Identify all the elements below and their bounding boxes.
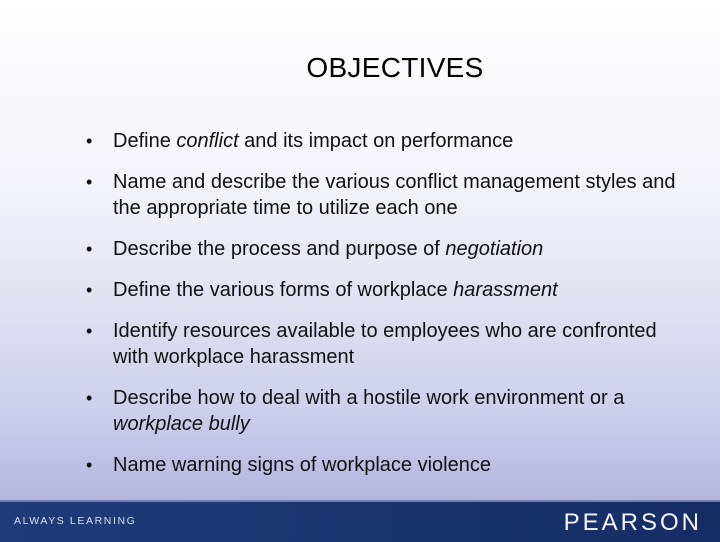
bullet-item: [86, 128, 696, 154]
bullet-item: [86, 452, 696, 478]
bullet-dot-icon: •: [86, 172, 93, 192]
bullet-item: [86, 169, 696, 221]
bullet-dot-icon: •: [86, 321, 93, 341]
objectives-list: [86, 128, 696, 493]
bullet-text: Name and describe the various conflict management styles and the appropriate time to utilize each one: [113, 171, 676, 219]
bullet-text: Describe the process and purpose of negotiation: [113, 238, 544, 260]
bullet-item: [86, 385, 696, 437]
pearson-logo: PEARSON: [563, 509, 702, 536]
bullet-dot-icon: •: [86, 455, 93, 475]
bullet-text: Name warning signs of workplace violence: [113, 454, 491, 476]
bullet-dot-icon: •: [86, 239, 93, 259]
slide-title: OBJECTIVES: [306, 52, 484, 83]
bullet-item: [86, 277, 696, 303]
bullet-item: [86, 318, 696, 370]
bullet-dot-icon: •: [86, 388, 93, 408]
footer-tagline: ALWAYS LEARNING: [14, 515, 137, 527]
bullet-item: [86, 236, 696, 262]
bullet-text: Define conflict and its impact on performance: [113, 130, 514, 152]
bullet-text: Identify resources available to employees who are confronted with workplace harassment: [113, 320, 657, 368]
bullet-text: Define the various forms of workplace harassment: [113, 279, 558, 301]
bullet-text: Describe how to deal with a hostile work environment or a workplace bully: [113, 387, 625, 435]
footer-bar: [0, 500, 720, 542]
bullet-dot-icon: •: [86, 280, 93, 300]
bullet-dot-icon: •: [86, 131, 93, 151]
